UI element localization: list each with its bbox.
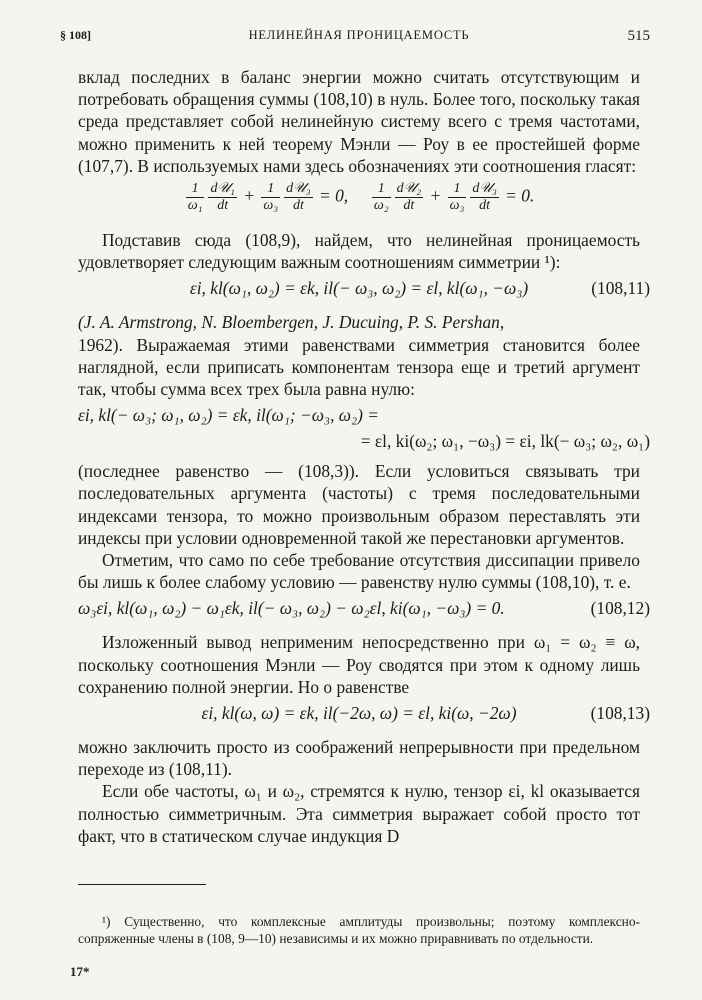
fraction bbox=[395, 181, 423, 214]
fraction bbox=[261, 181, 280, 214]
signature-mark: 17* bbox=[70, 964, 90, 979]
citation-authors: (J. A. Armstrong, N. Bloembergen, J. Ducuing, P. S. Pershan, bbox=[78, 312, 505, 333]
denominator: dt bbox=[217, 198, 229, 214]
footnote: ¹) Существенно, что комплексные амплитуды произвольны; поэтому комплексно-сопряженные члены в (108, 9—10) независимы и их можно приравнивать по отдельности. bbox=[78, 914, 640, 947]
equation-manley-rowe bbox=[78, 181, 640, 225]
chapter-title: НЕЛИНЕЙНАЯ ПРОНИЦАЕМОСТЬ bbox=[248, 28, 470, 42]
equation-label: (108,12) bbox=[590, 598, 650, 619]
equation-three-arguments bbox=[78, 404, 650, 456]
equation-108-13-content: εi, kl(ω, ω) = εk, il(−2ω, ω) = εl, ki(ω, −2ω) bbox=[201, 703, 517, 724]
numerator: d𝒰₃ bbox=[286, 181, 311, 197]
numerator: 1 bbox=[448, 181, 467, 198]
paragraph-2: Подставив сюда (108,9), найдем, что нелинейная проницаемость удовлетворяет следующим важным соотношениям симметрии ¹): bbox=[78, 230, 640, 273]
fraction bbox=[448, 181, 467, 214]
numerator: 1 bbox=[372, 181, 391, 198]
operator: + bbox=[429, 185, 442, 206]
operator: + bbox=[243, 185, 256, 206]
denominator: ω₃ bbox=[449, 198, 465, 214]
equals: = 0, bbox=[318, 185, 349, 206]
paragraph-4: (последнее равенство — (108,3)). Если условиться связывать три последовательных аргумента (частоты) с тремя последовательными индексами тензора, то можно произвольным образом переставлять эти индексы при условии одновременной такой же перестановки аргументов. bbox=[78, 461, 640, 548]
paragraph-1: вклад последних в баланс энергии можно считать отсутствующим и потребовать обращения суммы (108,10) в нуль. Более того, поскольку такая среда представляет собой нелинейную систему всего с тремя частотами, можно применить к ней теорему Мэнли — Роу в ее простейшей форме (107,7). В используемых нами здесь обозначениях эти соотношения гласят: bbox=[78, 67, 640, 176]
footnote-rule bbox=[78, 884, 206, 885]
denominator: dt bbox=[403, 198, 415, 214]
section-mark: § 108] bbox=[60, 28, 91, 42]
equation-line-2: = εl, ki(ω₂; ω₁, −ω₃) = εi, lk(− ω₃; ω₂, ω₁) bbox=[360, 431, 650, 452]
paragraph-3: 1962). Выражаемая этими равенствами симметрия становится более наглядной, если приписать компонентам тензора еще и третий аргумент так, чтобы сумма всех трех была равна нулю: bbox=[78, 334, 640, 400]
denominator: ω₃ bbox=[263, 198, 279, 214]
equation-108-12-content: ω₃εi, kl(ω₁, ω₂) − ω₁εk, il(− ω₃, ω₂) − ω₂εl, ki(ω₁, −ω₃) = 0. bbox=[78, 598, 505, 619]
equals: = 0. bbox=[505, 185, 535, 206]
equation-108-11-content: εi, kl(ω₁, ω₂) = εk, il(− ω₃, ω₂) = εl, kl(ω₁, −ω₃) bbox=[189, 278, 529, 299]
paragraph-6: Изложенный вывод неприменим непосредственно при ω₁ = ω₂ ≡ ω, поскольку соотношения Мэнли — Роу сводятся при этом к одному лишь сохранению полной энергии. Но о равенстве bbox=[78, 632, 640, 697]
page-number: 515 bbox=[627, 28, 650, 44]
paragraph-8: Если обе частоты, ω₁ и ω₂, стремятся к нулю, тензор εi, kl оказывается полностью симметричным. Эта симметрия выражает собой просто тот факт, что в статическом случае индукция D bbox=[78, 781, 640, 846]
equation-label: (108,11) bbox=[591, 278, 650, 299]
denominator: ω₁ bbox=[187, 198, 203, 214]
equation-line-1: εi, kl(− ω₃; ω₁, ω₂) = εk, il(ω₁; −ω₃, ω₂) = bbox=[78, 405, 379, 426]
equation-108-13 bbox=[78, 702, 650, 732]
equation-manley-rowe-content bbox=[78, 181, 640, 214]
page-body bbox=[78, 66, 650, 847]
paragraph-7: можно заключить просто из соображений непрерывности при предельном переходе из (108,11). bbox=[78, 737, 640, 780]
numerator: d𝒰₂ bbox=[396, 181, 422, 197]
equation-108-12 bbox=[78, 597, 650, 627]
numerator: 1 bbox=[186, 181, 205, 198]
numerator: 1 bbox=[261, 181, 280, 198]
fraction bbox=[470, 181, 498, 214]
book-page bbox=[60, 0, 650, 1000]
numerator: d𝒰₃ bbox=[472, 181, 497, 197]
fraction bbox=[186, 181, 205, 214]
fraction bbox=[284, 181, 312, 214]
denominator: dt bbox=[292, 198, 304, 214]
paragraph-3-authors bbox=[78, 311, 640, 333]
fraction bbox=[208, 181, 236, 214]
equation-label: (108,13) bbox=[590, 703, 650, 724]
running-header bbox=[60, 28, 650, 48]
denominator: ω₂ bbox=[373, 198, 389, 214]
paragraph-5: Отметим, что само по себе требование отсутствия диссипации привело бы лишь к более слабому условию — равенству нулю суммы (108,10), т. е. bbox=[78, 550, 640, 593]
fraction bbox=[372, 181, 391, 214]
numerator: d𝒰₁ bbox=[210, 181, 235, 197]
denominator: dt bbox=[479, 198, 491, 214]
equation-108-11 bbox=[78, 277, 650, 307]
